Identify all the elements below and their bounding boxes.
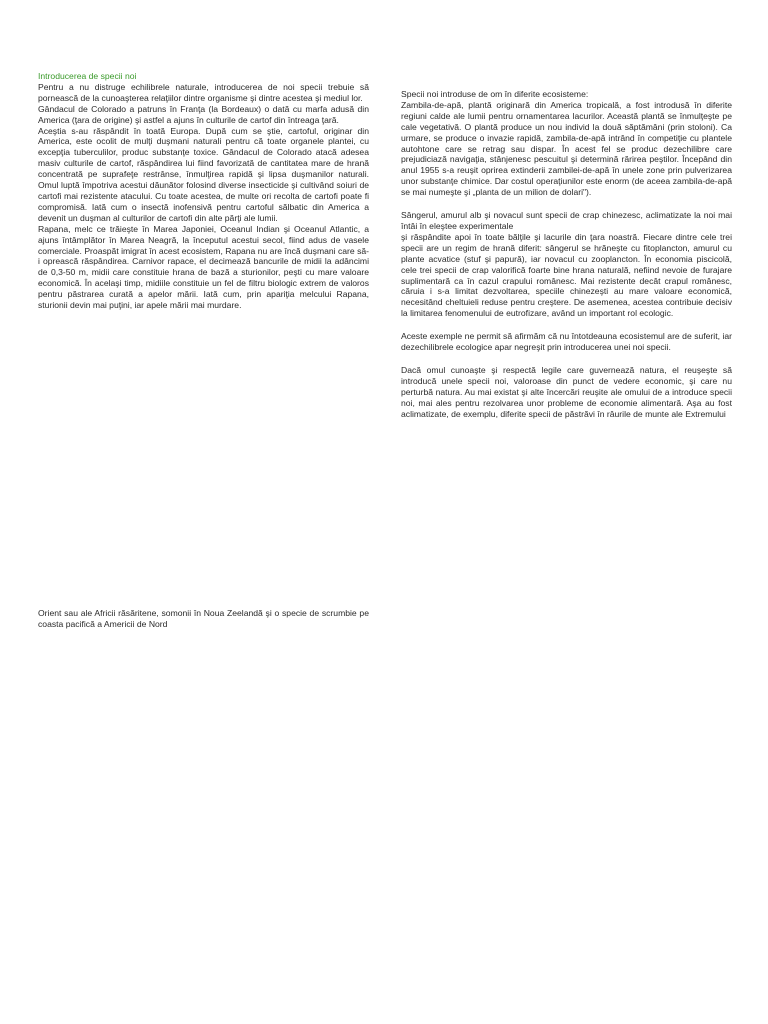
paragraph: Sângerul, amurul alb şi novacul sunt specii de crap chinezesc, aclimatizate la noi mai întâi în eleştee experimentale bbox=[401, 210, 732, 231]
section-title: Introducerea de specii noi bbox=[38, 71, 137, 81]
paragraph: Aceste exemple ne permit să afirmăm că nu întotdeauna ecosistemul are de suferit, iar dezechilibrele ecologice apar negreşit prin introducerea unei noi specii. bbox=[401, 331, 732, 353]
paragraph: Orient sau ale Africii răsăritene, somonii în Noua Zeelandă şi o specie de scrumbie pe coasta pacifică a Americii de Nord bbox=[38, 608, 369, 629]
paragraph: Pentru a nu distruge echilibrele naturale, introducerea de noi specii trebuie să pornească de la cunoaşterea relaţiilor dintre organisme şi dintre acestea şi mediul lor. bbox=[38, 81, 369, 103]
paragraph: Zambila-de-apă, plantă originară din America tropicală, a fost introdusă în diferite regiuni calde ale lumii pentru ornamentarea lacurilor. Această plantă se înmulţeşte pe cale vegetativă. O plantă produce un nou individ la două săptămâni (prin stoloni). Ca urmare, se produce o invazie rapidă, zambila-de-apă intrând în competiţie cu plantele autohtone care se retrag sau dispar. În acest fel se produc dezechilibre care prejudiciază navigaţia, stânjenesc pescuitul şi determină rărirea peştilor. Începând din anul 1955 s-a reuşit oprirea extinderii zambilei-de-apă în unele zone prin pulverizarea unor substanţe chimice. Dar costul operaţiunilor este enorm (de aceea zambila-de-apă se mai numeşte şi „planta de un milion de dolari"). bbox=[401, 99, 732, 198]
left-column-continuation bbox=[38, 608, 369, 630]
paragraph: Dacă omul cunoaşte şi respectă legile care guvernează natura, el reuşeşte să introducă unele specii noi, valoroase din punct de vedere economic, şi care nu perturbă natura. Au mai existat şi alte încercări reuşite ale omului de a introduce specii noi, mai ales pentru rezolvarea unor probleme de economie alimentară. Aşa au fost aclimatizate, de exemplu, diferite specii de păstrăvi în râurile de munte ale Extremului bbox=[401, 364, 732, 419]
paragraph: Gândacul de Colorado a patruns în Franţa (la Bordeaux) o dată cu marfa adusă din America (ţara de origine) şi astfel a ajuns în culturile de cartof din întreaga ţară. bbox=[38, 103, 369, 125]
paragraph: Aceştia s-au răspândit în toată Europa. După cum se ştie, cartoful, originar din America, este ocolit de mulţi duşmani naturali pentru că toate organele plantei, cu excepţia tuberculilor, produc substanţe toxice. Gândacul de Colorado atacă adesea masiv culturile de cartof, răspândirea lui fiind favorizată de cantitatea mare de hrană concentrată pe suprafeţe restrânse, înmulţirea rapidă şi lipsa duşmanilor naturali. Omul luptă împotriva acestui dăunător folosind diverse insecticide şi cultivând soiuri de cartofi mai rezistente atacului. Cu toate acestea, de multe ori recolta de cartofi poate fi compromisă. Iată cum o insectă inofensivă pentru cartoful sălbatic din America a devenit un duşman al culturilor de cartofi din alte părţi ale lumii. bbox=[38, 125, 369, 223]
paragraph: şi răspândite apoi în toate bălţile şi lacurile din ţara noastră. Fiecare dintre cele trei specii are un regim de hrană diferit: sângerul se hrăneşte cu fitoplancton, amurul cu plante acvatice (stuf şi papură), iar novacul cu zooplancton. În economia piscicolă, cele trei specii de crap valorifică foarte bine hrana naturală, nefiind nevoie de furajare suplimentară ca în cazul crapului românesc. Mai rezistente decât crapul românesc, căruia i s-a limitat dezvoltarea, speciile chinezeşti au mare valoare economică, necesitând cheltuieli reduse pentru creştere. De asemenea, acestea contribuie decisiv la limitarea fenomenului de eutrofizare, având un important rol ecologic. bbox=[401, 231, 732, 319]
left-column bbox=[38, 71, 369, 311]
paragraph: Rapana, melc ce trăieşte în Marea Japoniei, Oceanul Indian şi Oceanul Atlantic, a ajuns întâmplător în Marea Neagră, la începutul acestui secol, fiind adus de vasele comerciale. Proaspăt imigrat în acest ecosistem, Rapana nu are încă duşmani care să-i oprească răspândirea. Carnivor rapace, el decimează bancurile de midii la adâncimi de 0,3-50 m, midii care constituie hrana de bază a sturionilor, peşti cu mare valoare economică. În acelaşi timp, midiile constituie un fel de filtru biologic extrem de valoros pentru păstrarea curată a apelor mării. Iată cum, prin apariţia melcului Rapana, sturionii devin mai puţini, iar apele mării mai murdare. bbox=[38, 223, 370, 311]
right-column bbox=[401, 89, 732, 419]
section-heading: Specii noi introduse de om în diferite ecosisteme: bbox=[401, 89, 589, 99]
